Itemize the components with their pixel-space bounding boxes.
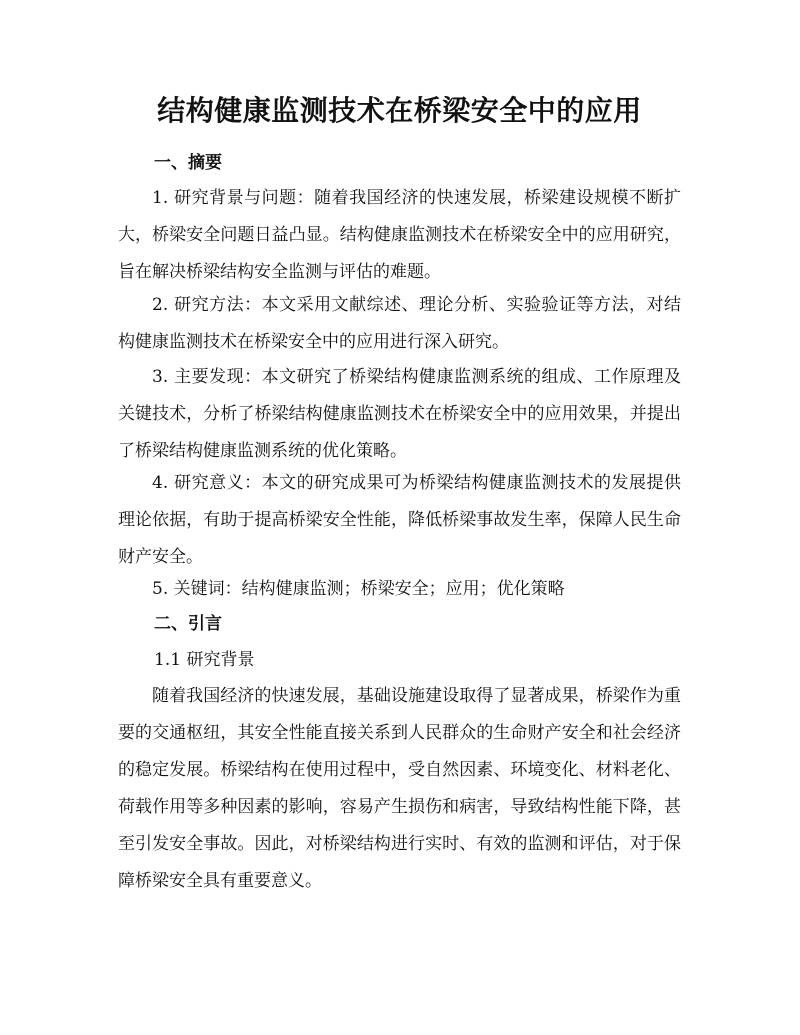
intro-heading: 二、引言: [154, 614, 222, 634]
document-title: 结构健康监测技术在桥梁安全中的应用: [157, 94, 642, 127]
abstract-item-findings: 3. 主要发现：本文研究了桥梁结构健康监测系统的组成、工作原理及关键技术，分析了桥梁结构健康监测技术在桥梁安全中的应用效果，并提出了桥梁结构健康监测系统的优化策略。: [118, 367, 681, 461]
abstract-heading: 一、摘要: [154, 153, 222, 173]
abstract-item-keywords: 5. 关键词：结构健康监测；桥梁安全；应用；优化策略: [152, 579, 565, 599]
abstract-item-significance: 4. 研究意义：本文的研究成果可为桥梁结构健康监测技术的发展提供理论依据，有助于提高桥梁安全性能，降低桥梁事故发生率，保障人民生命财产安全。: [118, 473, 681, 567]
intro-paragraph: 随着我国经济的快速发展，基础设施建设取得了显著成果，桥梁作为重要的交通枢纽，其安全性能直接关系到人民群众的生命财产安全和社会经济的稳定发展。桥梁结构在使用过程中，受自然因素、环境变化、材料老化、荷载作用等多种因素的影响，容易产生损伤和病害，导致结构性能下降，甚至引发安全事故。因此，对桥梁结构进行实时、有效的监测和评估，对于保障桥梁安全具有重要意义。: [118, 686, 681, 891]
intro-subheading: 1.1 研究背景: [154, 650, 255, 670]
abstract-item-method: 2. 研究方法：本文采用文献综述、理论分析、实验验证等方法，对结构健康监测技术在桥梁安全中的应用进行深入研究。: [118, 295, 681, 352]
abstract-item-background: 1. 研究背景与问题：随着我国经济的快速发展，桥梁建设规模不断扩大，桥梁安全问题日益凸显。结构健康监测技术在桥梁安全中的应用研究，旨在解决桥梁结构安全监测与评估的难题。: [118, 188, 681, 282]
